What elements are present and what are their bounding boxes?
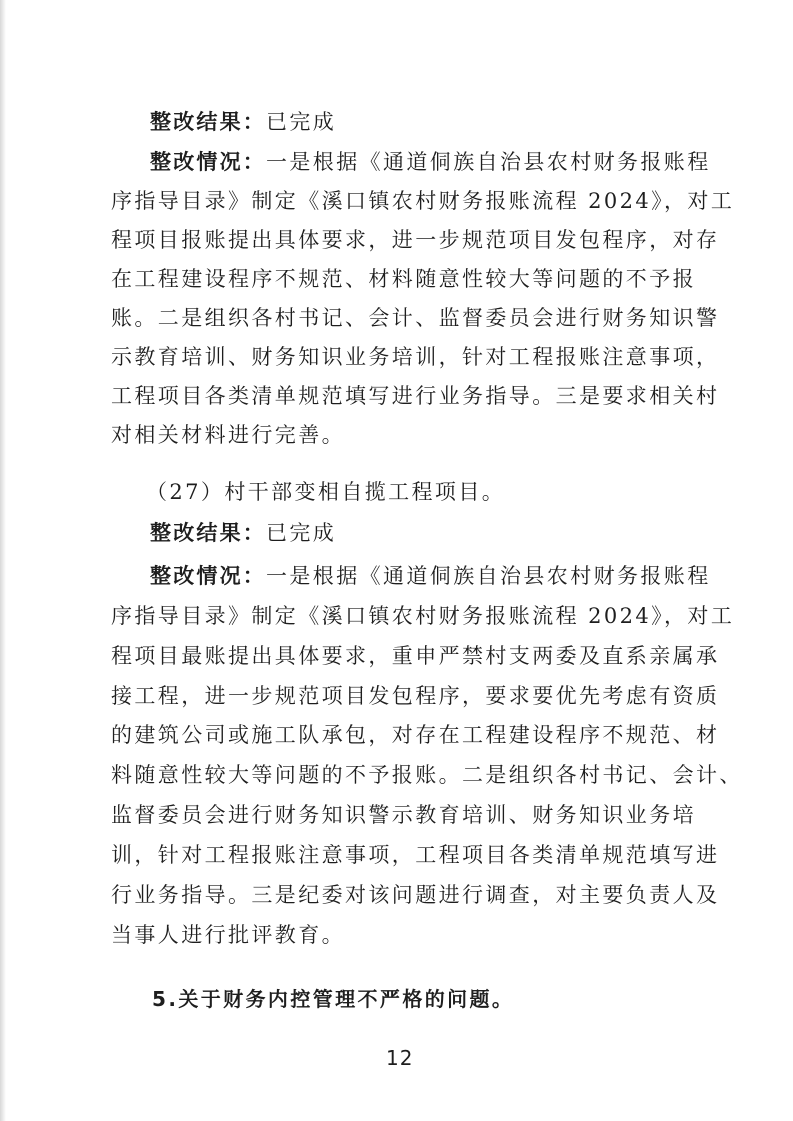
body-line: 在工程建设程序不规范、材料随意性较大等问题的不予报: [111, 267, 696, 291]
rectification-situation-line-1: [150, 149, 711, 175]
body-line: 序指导目录》制定《溪口镇农村财务报账流程 2024》，对工: [111, 604, 735, 628]
scan-edge: [0, 0, 6, 1121]
result-label: 整改结果：: [150, 110, 266, 134]
result-value: 已完成: [266, 521, 337, 545]
body-line: 对相关材料进行完善。: [111, 423, 345, 447]
body-line: 工程项目各类清单规范填写进行业务指导。三是要求相关村: [111, 384, 720, 408]
rectification-result-line-1: [150, 109, 336, 135]
body-line: 序指导目录》制定《溪口镇农村财务报账流程 2024》，对工: [111, 189, 735, 213]
body-line: 当事人进行批评教育。: [111, 923, 345, 947]
body-line: 示教育培训、财务知识业务培训，针对工程报账注意事项，: [111, 345, 720, 369]
body-line: 程项目报账提出具体要求，进一步规范项目发包程序，对存: [111, 228, 720, 252]
body-text: 一是根据《通道侗族自治县农村财务报账程: [266, 564, 711, 588]
result-value: 已完成: [266, 110, 337, 134]
page-number: 12: [386, 1046, 414, 1070]
result-label: 整改结果：: [150, 521, 266, 545]
body-line: 训，针对工程报账注意事项，工程项目各类清单规范填写进: [111, 843, 720, 867]
section-5-heading: 5.关于财务内控管理不严格的问题。: [152, 987, 515, 1011]
body-line: 行业务指导。三是纪委对该问题进行调查，对主要负责人及: [111, 883, 720, 907]
body-line: 接工程，进一步规范项目发包程序，要求要优先考虑有资质: [111, 684, 720, 708]
body-line: 料随意性较大等问题的不予报账。二是组织各村书记、会计、: [111, 763, 743, 787]
rectification-result-line-2: [150, 520, 336, 546]
body-line: 的建筑公司或施工队承包，对存在工程建设程序不规范、材: [111, 723, 720, 747]
situation-label: 整改情况：: [150, 564, 266, 588]
rectification-situation-line-2: [150, 563, 711, 589]
situation-label: 整改情况：: [150, 150, 266, 174]
body-text: 一是根据《通道侗族自治县农村财务报账程: [266, 150, 711, 174]
body-line: 账。二是组织各村书记、会计、监督委员会进行财务知识警: [111, 306, 720, 330]
body-line: 程项目最账提出具体要求，重申严禁村支两委及直系亲属承: [111, 644, 720, 668]
body-line: 监督委员会进行财务知识警示教育培训、财务知识业务培: [111, 803, 696, 827]
item-27-heading: （27）村干部变相自揽工程项目。: [146, 480, 506, 504]
